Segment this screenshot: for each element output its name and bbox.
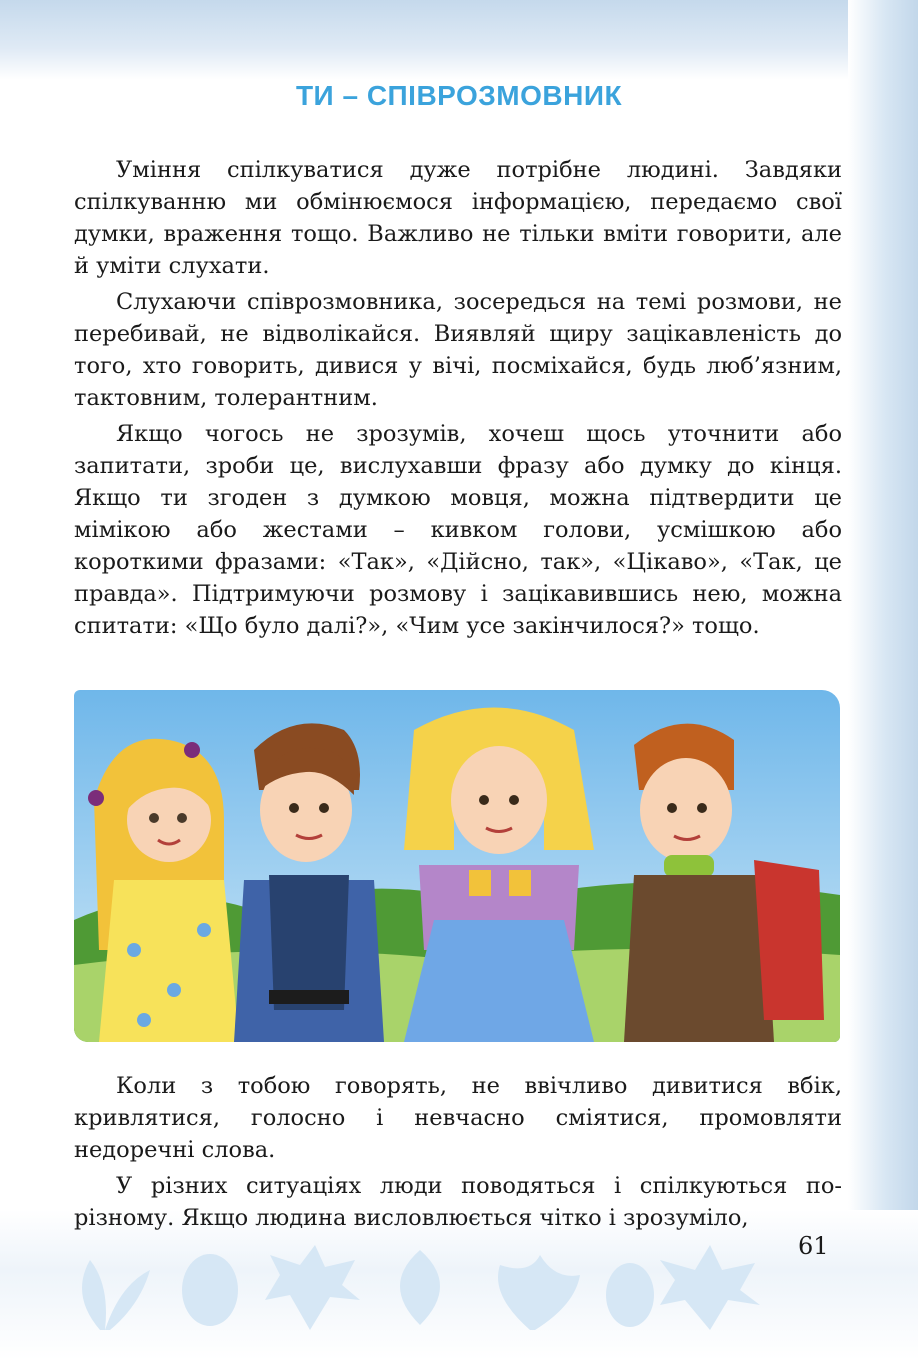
girl-purple-shirt <box>404 708 594 1043</box>
paragraph: У різних ситуаціях люди поводяться і спілкуються по-різному. Якщо людина висловлюється чітко і зрозуміло, <box>74 1173 842 1231</box>
leaf-silhouettes-border <box>60 1245 760 1335</box>
body-text-bottom <box>74 1070 842 1238</box>
page-header-decoration <box>0 0 918 80</box>
page-title: ТИ – СПІВРОЗМОВНИК <box>295 80 623 111</box>
paragraph: Коли з тобою говорять, не ввічливо дивитися вбік, кривлятися, голосно і невчасно сміятися, промовляти недоречні слова. <box>74 1073 842 1163</box>
four-children-talking-illustration <box>74 690 840 1042</box>
page-number: 61 <box>798 1232 829 1260</box>
girl-yellow-dress <box>88 739 239 1042</box>
page-side-decoration <box>848 0 918 1360</box>
paragraph: Слухаючи співрозмовника, зосередься на темі розмови, не перебивай, не відволікайся. Виявляй щиру зацікавленість до того, хто говорить, дивися у вічі, посміхайся, будь люб’язним, тактовним, толерантним. <box>74 289 842 411</box>
paragraph: Уміння спілкуватися дуже потрібне людині. Завдяки спілкуванню ми обмінюємося інформацією, передаємо свої думки, враження тощо. Важливо не тільки вміти говорити, але й уміти слухати. <box>74 157 842 279</box>
body-text-top <box>74 154 842 646</box>
paragraph: Якщо чогось не зрозумів, хочеш щось уточнити або запитати, зроби це, вислухавши фразу або думку до кінця. Якщо ти згоден з думкою мовця, можна підтвердити це мімікою або жестами – кивком голови, усмішкою або короткими фразами: «Так», «Дійсно, так», «Цікаво», «Так, це правда». Підтримуючи розмову і зацікавившись нею, можна спитати: «Що було далі?», «Чим усе закінчилося?» тощо. <box>74 421 842 639</box>
